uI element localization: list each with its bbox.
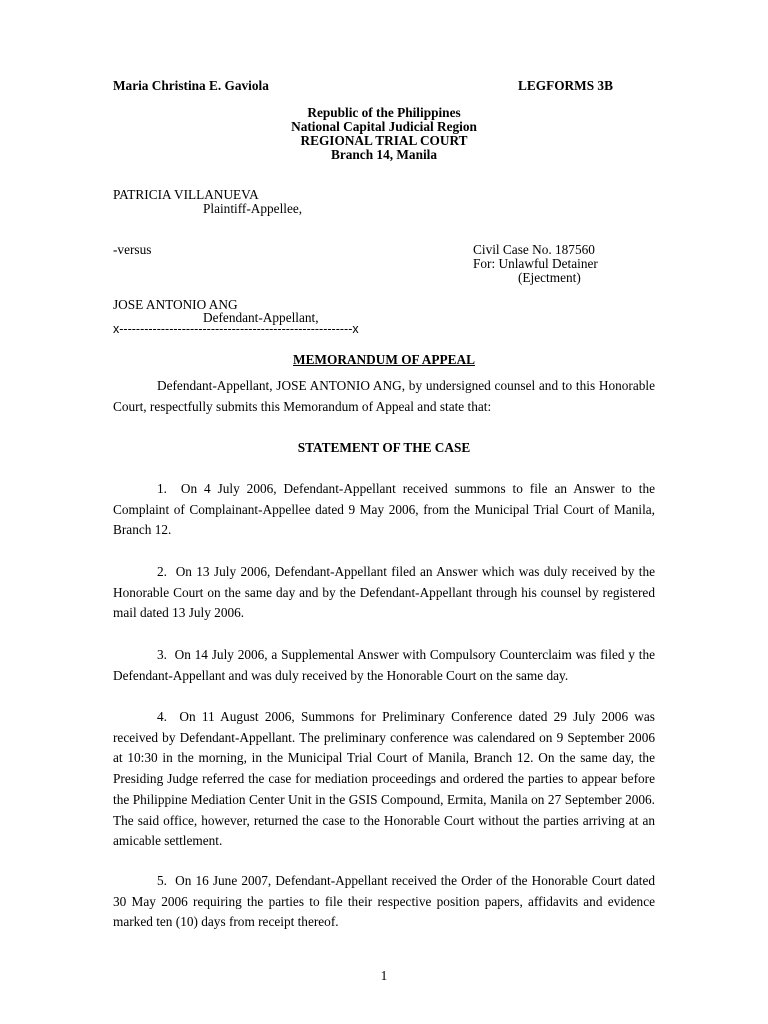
case-paragraph-5	[113, 871, 655, 933]
paragraph-text: On 16 June 2007, Defendant-Appellant received the Order of the Honorable Court dated 30 May 2006 requiring the parties to file their respective position papers, affidavits and evidence marked ten (10) days from receipt thereof.	[113, 873, 655, 930]
caption-separator: x--------------------------------------------------------x	[113, 322, 359, 336]
author-name: Maria Christina E. Gaviola	[113, 78, 269, 93]
paragraph-number: 2.	[157, 564, 167, 579]
page-number: 1	[380, 968, 388, 983]
paragraph-text: On 4 July 2006, Defendant-Appellant received summons to file an Answer to the Complaint of Complainant-Appellee dated 9 May 2006, from the Municipal Trial Court of Manila, Branch 12.	[113, 481, 655, 538]
versus-label: -versus	[113, 242, 152, 257]
court-line-republic: Republic of the Philippines	[307, 105, 461, 120]
paragraph-text: On 11 August 2006, Summons for Preliminary Conference dated 29 July 2006 was received by Defendant-Appellant. The preliminary conference was calendared on 9 September 2006 at 10:30 in the morning, in the Municipal Trial Court of Manila, Branch 12. On the same day, the Presiding Judge referred the case for mediation proceedings and ordered the parties to appear before the Philippine Mediation Center Unit in the GSIS Compound, Ermita, Manila on 27 September 2006. The said office, however, returned the case to the Honorable Court without the parties arriving at an amicable settlement.	[113, 709, 655, 849]
paragraph-number: 4.	[157, 709, 167, 724]
paragraph-text: On 14 July 2006, a Supplemental Answer with Compulsory Counterclaim was filed y the Defendant-Appellant and was duly received by the Honorable Court on the same day.	[113, 647, 655, 683]
court-heading	[0, 106, 768, 162]
case-for: For: Unlawful Detainer	[473, 256, 598, 271]
paragraph-number: 3.	[157, 647, 167, 662]
paragraph-number: 1.	[157, 481, 167, 496]
defendant-role: Defendant-Appellant,	[203, 310, 319, 325]
case-type: (Ejectment)	[518, 270, 581, 285]
document-title	[0, 352, 768, 368]
court-line-region: National Capital Judicial Region	[291, 119, 477, 134]
plaintiff-name: PATRICIA VILLANUEVA	[113, 187, 259, 202]
paragraph-text: On 13 July 2006, Defendant-Appellant filed an Answer which was duly received by the Honorable Court on the same day and by the Defendant-Appellant through his counsel by registered mail dated 13 July 2006.	[113, 564, 655, 621]
form-code: LEGFORMS 3B	[518, 78, 613, 93]
defendant-name: JOSE ANTONIO ANG	[113, 297, 238, 312]
plaintiff-role: Plaintiff-Appellee,	[203, 201, 303, 216]
section-heading: STATEMENT OF THE CASE	[297, 440, 471, 455]
case-paragraph-4	[113, 707, 655, 852]
court-line-branch: Branch 14, Manila	[330, 147, 437, 162]
case-number: Civil Case No. 187560	[473, 242, 595, 257]
intro-paragraph	[113, 376, 655, 417]
court-line-court: REGIONAL TRIAL COURT	[300, 133, 468, 148]
case-paragraph-1	[113, 479, 655, 541]
case-paragraph-3	[113, 645, 655, 686]
document-title-text: MEMORANDUM OF APPEAL	[293, 352, 475, 367]
paragraph-number: 5.	[157, 873, 167, 888]
case-paragraph-2	[113, 562, 655, 624]
intro-text: Defendant-Appellant, JOSE ANTONIO ANG, by undersigned counsel and to this Honorable Court, respectfully submits this Memorandum of Appeal and state that:	[113, 378, 655, 414]
